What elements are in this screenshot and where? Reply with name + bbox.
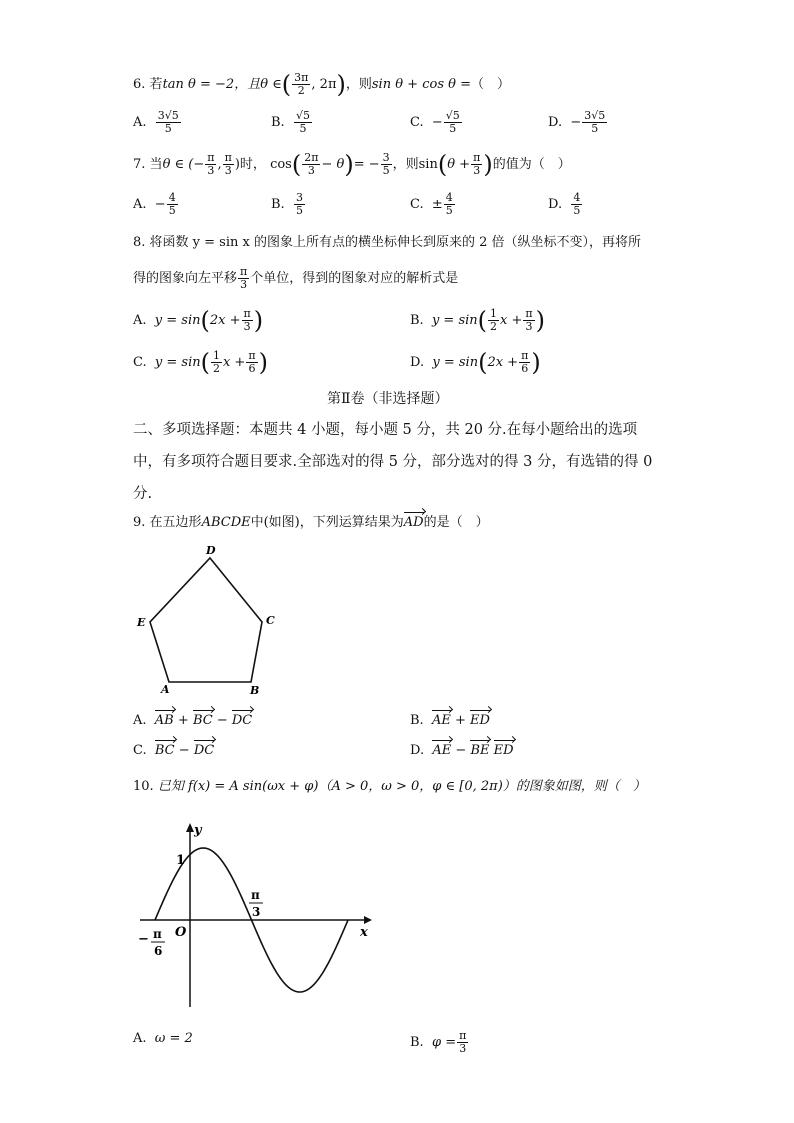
q6-option-a[interactable]: A. $\frac{3√5}{5}$ bbox=[133, 109, 179, 135]
q8-option-a[interactable]: A. y = sin(2x + $\frac{\pi}{3}$ ) bbox=[133, 306, 264, 335]
q7-option-c[interactable]: C. ± $\frac{4}{5}$ bbox=[410, 191, 453, 217]
section-title: 第Ⅱ卷（非选择题） bbox=[327, 391, 449, 407]
sine-graph bbox=[130, 815, 380, 1015]
y-axis-arrow-icon bbox=[186, 823, 194, 832]
q9-option-c[interactable]: C. BC − DC bbox=[133, 743, 215, 758]
q10-stem: 10. 已知 f(x) = A sin(ωx + φ)（A > 0，ω > 0，φ ∈ [0, 2π)）的图象如图，则（ ） bbox=[133, 779, 646, 794]
y-axis-label: y bbox=[194, 823, 202, 838]
q7-option-a[interactable]: A. − $\frac{4}{5}$ bbox=[133, 191, 176, 217]
q8-option-d[interactable]: D. y = sin(2x + $\frac{\pi}{6}$ ) bbox=[410, 348, 541, 377]
vertex-d-label: D bbox=[206, 544, 216, 557]
vertex-b-label: B bbox=[250, 684, 260, 697]
vertex-a-label: A bbox=[161, 683, 170, 696]
section-instructions: 二、多项选择题：本题共 4 小题，每小题 5 分，共 20 分.在每小题给出的选项中，有多项符合题目要求.全部选对的得 5 分，部分选对的得 3 分，有选错的得 0 分. bbox=[133, 422, 653, 502]
q10-option-b[interactable]: B. φ = $\frac{\pi}{3}$ bbox=[410, 1029, 467, 1055]
q9-option-b[interactable]: B. AE + ED bbox=[410, 713, 490, 728]
q6-option-d[interactable]: D. − $\frac{3√5}{5}$ bbox=[548, 109, 606, 135]
pentagon-figure bbox=[130, 540, 290, 700]
x-axis-arrow-icon bbox=[364, 916, 372, 924]
q9-option-d[interactable]: D. AE − BE ED bbox=[410, 743, 514, 758]
vertex-c-label: C bbox=[266, 614, 275, 627]
q8-option-b[interactable]: B. y = sin( $\frac{1}{2}$ x + $\frac{\pi}{3}$ ) bbox=[410, 306, 545, 335]
q6-stem: 6. 若tan θ = −2，且θ ∈( $\frac{3\pi}{2}$ , 2π)，则sin θ + cos θ =（ ） bbox=[133, 70, 510, 99]
q6-option-c[interactable]: C. − $\frac{√5}{5}$ bbox=[410, 109, 460, 135]
q10-option-a[interactable]: A. ω = 2 bbox=[133, 1031, 193, 1046]
q8-stem-line2: 得的图象向左平移 $\frac{\pi}{3}$ 个单位，得到的图象对应的解析式是 bbox=[133, 265, 459, 291]
q9-stem: 9. 在五边形ABCDE中(如图)，下列运算结果为AD的是（ ） bbox=[133, 515, 489, 530]
origin-label: O bbox=[175, 925, 187, 940]
q8-stem-line1: 8. 将函数 y = sin x 的图象上所有点的横坐标伸长到原来的 2 倍（纵坐标不变），再将所 bbox=[133, 235, 642, 250]
tick-pi-over-3-den: 3 bbox=[252, 905, 261, 919]
tick-neg-pi-over-6-minus: − bbox=[138, 932, 149, 947]
tick-pi-over-3-num: π bbox=[251, 888, 260, 902]
q9-option-a[interactable]: A. AB + BC − DC bbox=[133, 713, 253, 728]
q7-stem: 7. 当θ ∈ (− $\frac{\pi}{3}$ , $\frac{\pi}{3}$ )时， cos( $\frac{2\pi}{3}$ − θ)= − $\frac{3}{5}$ ，则sin(θ + $\frac{\pi}{3}$ )的值为（ ） bbox=[133, 150, 571, 179]
tick-neg-pi-over-6-num: π bbox=[153, 927, 162, 941]
q7-option-b[interactable]: B. $\frac{3}{5}$ bbox=[271, 191, 303, 217]
q7-option-d[interactable]: D. $\frac{4}{5}$ bbox=[548, 191, 581, 217]
pentagon-shape bbox=[150, 558, 262, 682]
vertex-e-label: E bbox=[137, 616, 146, 629]
q8-option-c[interactable]: C. y = sin( $\frac{1}{2}$ x + $\frac{\pi}{6}$ ) bbox=[133, 348, 268, 377]
q6-option-b[interactable]: B. $\frac{√5}{5}$ bbox=[271, 109, 310, 135]
tick-neg-pi-over-6-den: 6 bbox=[154, 944, 163, 958]
y-intercept-label: 1 bbox=[176, 853, 186, 868]
x-axis-label: x bbox=[360, 925, 368, 940]
